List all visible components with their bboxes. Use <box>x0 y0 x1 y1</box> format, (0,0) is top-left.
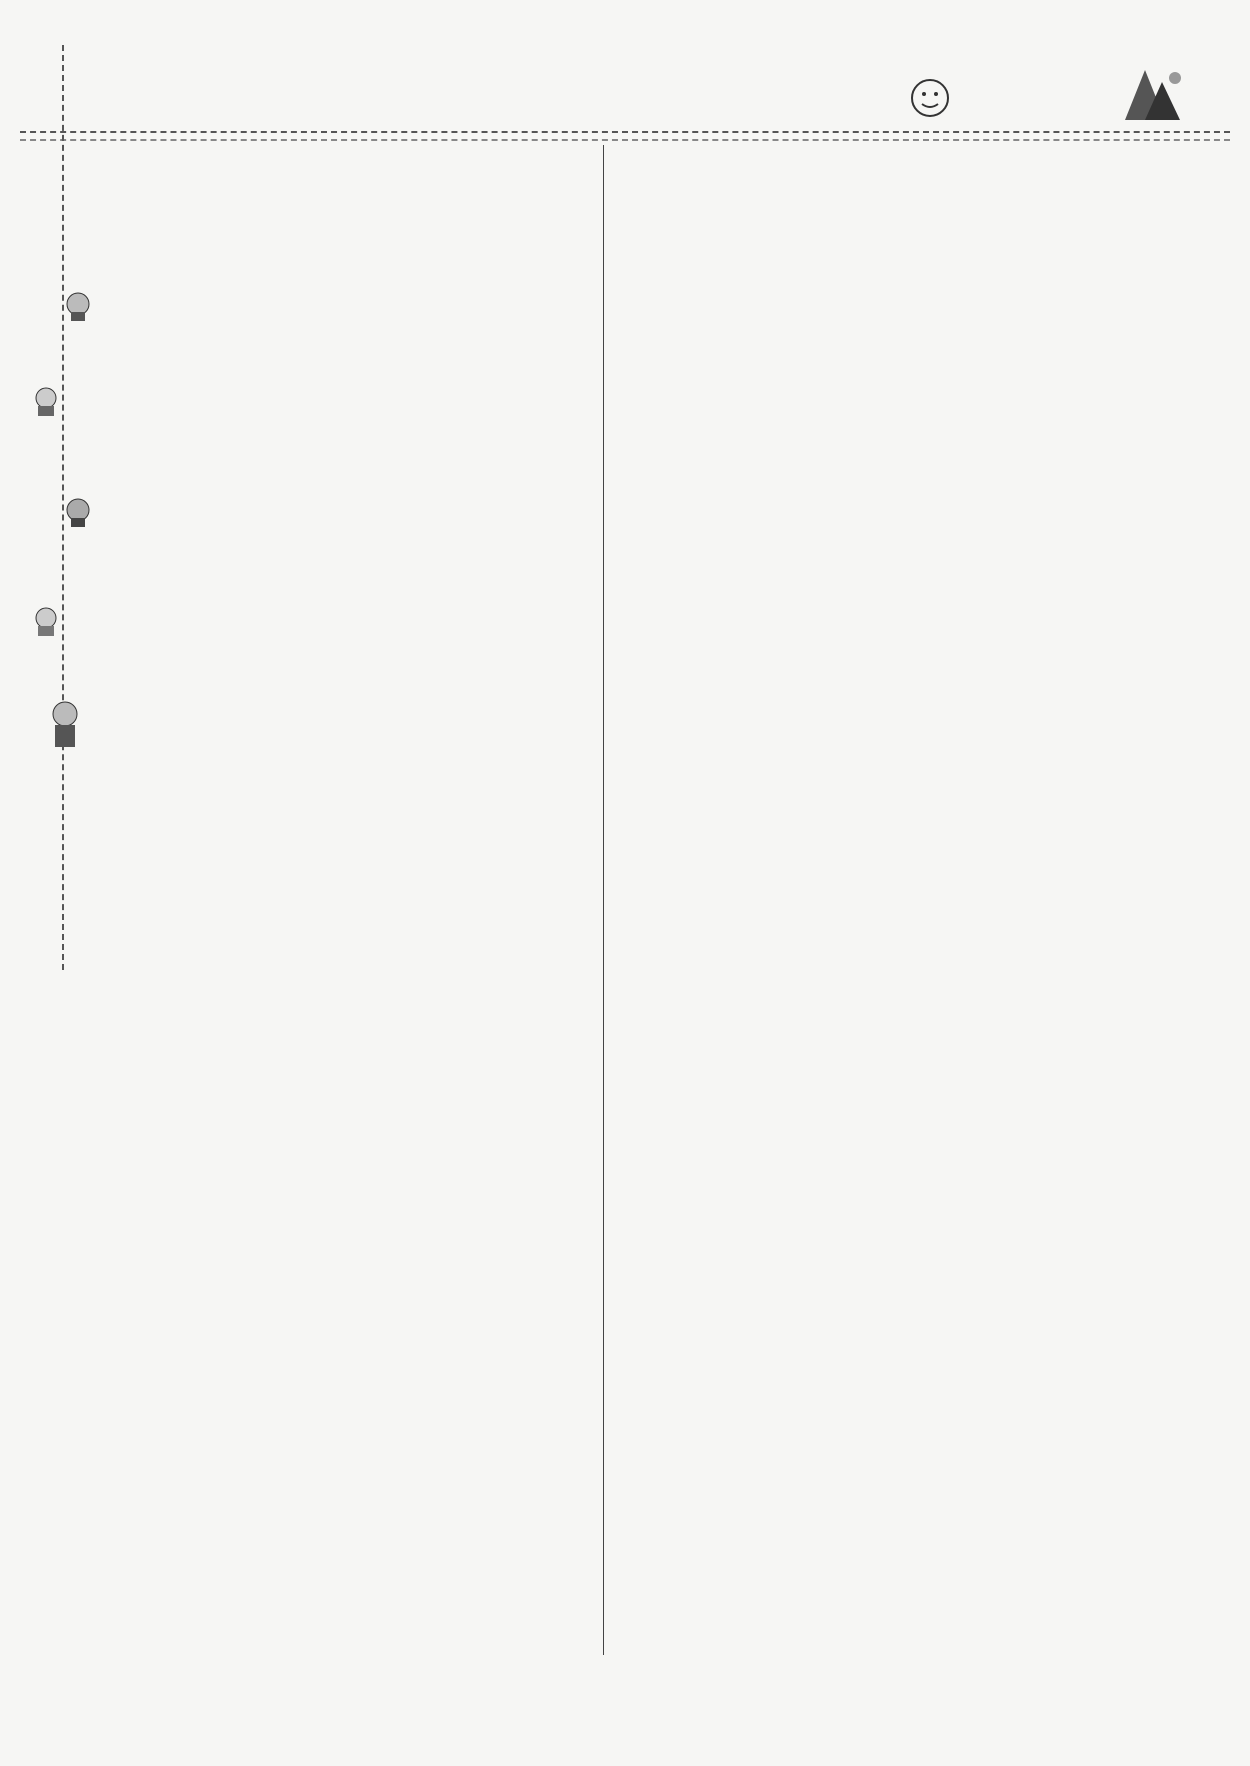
cartoon-kid-icon <box>47 700 83 750</box>
header-rule-2 <box>20 139 1230 141</box>
cartoon-kid-icon <box>62 290 94 322</box>
column-divider <box>603 145 604 1655</box>
cartoon-kid-icon <box>30 605 62 637</box>
brand-logo <box>900 60 1200 130</box>
cartoon-kid-icon <box>62 496 94 528</box>
header-rule <box>20 131 1230 133</box>
brand-decoration-icon <box>900 60 1200 130</box>
cartoon-kid-icon <box>30 385 62 417</box>
